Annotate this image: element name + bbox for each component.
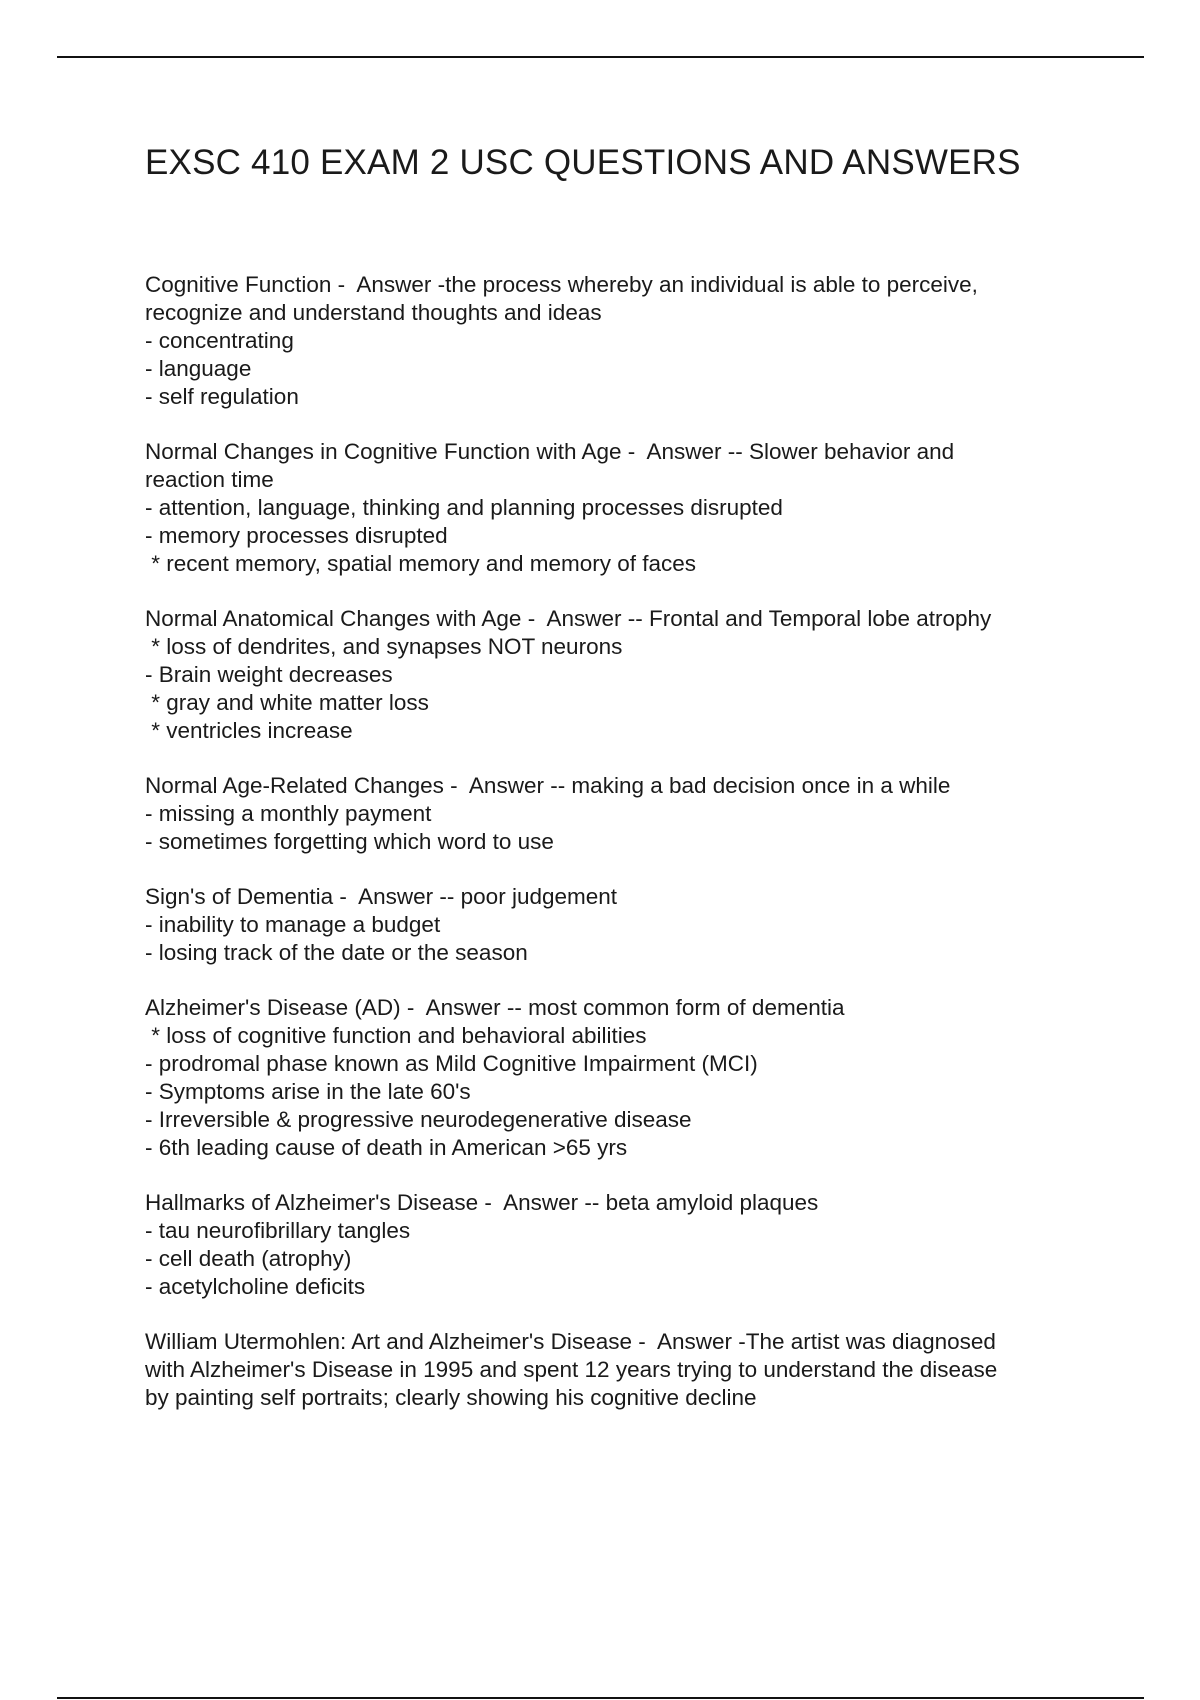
qa-answer-line: - Symptoms arise in the late 60's (145, 1079, 471, 1104)
qa-answer-line: - tau neurofibrillary tangles (145, 1218, 411, 1243)
qa-answer-line: * recent memory, spatial memory and memory of faces (145, 551, 697, 576)
qa-answer-line: * loss of dendrites, and synapses NOT neurons (145, 634, 623, 659)
qa-answer-line: - language (145, 356, 252, 381)
bottom-rule (57, 1697, 1144, 1699)
qa-entry (145, 271, 1075, 411)
qa-question-line: Sign's of Dementia - Answer -- poor judgement (145, 884, 618, 909)
qa-answer-line: - cell death (atrophy) (145, 1246, 352, 1271)
qa-question-line: William Utermohlen: Art and Alzheimer's Disease - Answer -The artist was diagnosed (145, 1329, 996, 1354)
qa-question-line: Hallmarks of Alzheimer's Disease - Answer -- beta amyloid plaques (145, 1190, 819, 1215)
qa-answer-line: - self regulation (145, 384, 299, 409)
qa-entry (145, 1189, 1075, 1301)
qa-answer-line: - Irreversible & progressive neurodegenerative disease (145, 1107, 692, 1132)
qa-answer-line: * ventricles increase (145, 718, 353, 743)
qa-answer-line: - attention, language, thinking and planning processes disrupted (145, 495, 783, 520)
qa-answer-line: - sometimes forgetting which word to use (145, 829, 554, 854)
qa-answer-line: by painting self portraits; clearly showing his cognitive decline (145, 1385, 757, 1410)
qa-answer-line: - 6th leading cause of death in American >65 yrs (145, 1135, 628, 1160)
qa-answer-line: * loss of cognitive function and behavioral abilities (145, 1023, 647, 1048)
qa-answer-line: - prodromal phase known as Mild Cognitive Impairment (MCI) (145, 1051, 758, 1076)
qa-answer-line: with Alzheimer's Disease in 1995 and spent 12 years trying to understand the disease (145, 1357, 998, 1382)
qa-question-line: Normal Anatomical Changes with Age - Answer -- Frontal and Temporal lobe atrophy (145, 606, 992, 631)
qa-answer-line: - missing a monthly payment (145, 801, 432, 826)
page-title: EXSC 410 EXAM 2 USC QUESTIONS AND ANSWERS (145, 143, 1021, 182)
qa-answer-line: - Brain weight decreases (145, 662, 393, 687)
qa-answer-line: * gray and white matter loss (145, 690, 429, 715)
qa-entry (145, 772, 1075, 856)
qa-answer-line: recognize and understand thoughts and ideas (145, 300, 602, 325)
qa-entry (145, 605, 1075, 745)
qa-question-line: Normal Age-Related Changes - Answer -- making a bad decision once in a while (145, 773, 951, 798)
qa-entry (145, 994, 1075, 1162)
qa-answer-line: - memory processes disrupted (145, 523, 448, 548)
qa-question-line: Alzheimer's Disease (AD) - Answer -- most common form of dementia (145, 995, 845, 1020)
qa-answer-line: - inability to manage a budget (145, 912, 441, 937)
qa-question-line: Cognitive Function - Answer -the process whereby an individual is able to perceive, (145, 272, 978, 297)
qa-entry (145, 438, 1075, 578)
qa-list (145, 271, 1075, 1439)
qa-answer-line: - concentrating (145, 328, 294, 353)
qa-entry (145, 1328, 1075, 1412)
qa-question-line: Normal Changes in Cognitive Function with Age - Answer -- Slower behavior and (145, 439, 955, 464)
qa-entry (145, 883, 1075, 967)
qa-answer-line: - losing track of the date or the season (145, 940, 528, 965)
qa-answer-line: - acetylcholine deficits (145, 1274, 366, 1299)
top-rule (57, 56, 1144, 58)
qa-answer-line: reaction time (145, 467, 274, 492)
